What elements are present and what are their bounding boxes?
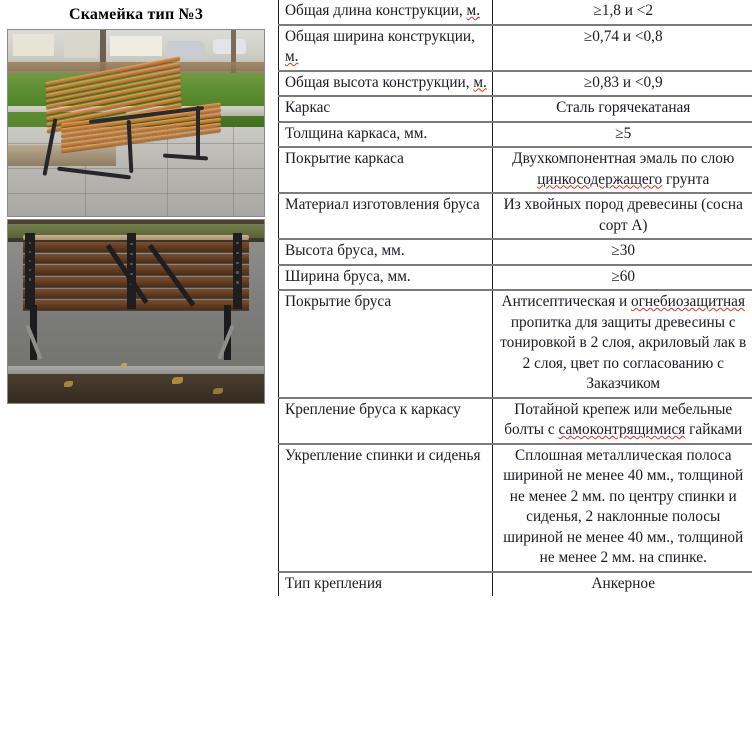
table-cell-param [279, 572, 493, 597]
photo1-bench-foot-left [57, 166, 131, 179]
spellcheck-underlined-word: цинкосодержащего [537, 170, 663, 188]
photo2-fallen-leaf [121, 363, 127, 367]
param-text: Покрытие бруса [285, 293, 392, 310]
table-cell-value [493, 290, 752, 398]
table-row [279, 290, 752, 398]
table-cell-param [279, 147, 493, 193]
param-text: Крепление бруса к каркасу [285, 400, 461, 418]
table-cell-value [493, 398, 752, 444]
photo-caption: Скамейка тип №3 [68, 6, 204, 23]
spellcheck-underlined-word: огнебиозащитная [630, 293, 745, 310]
value-text: Сталь горячекатаная [556, 99, 691, 116]
bench-rear-view-photo [7, 219, 265, 404]
table-cell-value [493, 122, 752, 148]
table-cell-param [279, 398, 493, 444]
value-text: Двухкомпонентная эмаль по слою цинкосодержащего грунта [512, 150, 735, 188]
table-row [279, 96, 752, 122]
value-text: ≥1,8 и <2 [593, 2, 654, 19]
param-text: Каркас [285, 99, 331, 116]
table-cell-value [493, 96, 752, 122]
param-text: Ширина бруса, мм. [285, 267, 411, 285]
table-cell-value [493, 239, 752, 265]
photo1-building-left [13, 34, 54, 56]
table-row [279, 122, 752, 148]
bench-front-three-quarter-photo [7, 29, 265, 217]
table-cell-param [279, 122, 493, 148]
table-cell-value [493, 147, 752, 193]
value-text: ≥0,83 и <0,9 [583, 73, 663, 91]
table-cell-value [493, 0, 752, 25]
param-text: Толщина каркаса, мм. [285, 124, 428, 142]
photo1-bench-foot-right [163, 153, 208, 160]
table-cell-value [493, 193, 752, 239]
spellcheck-underlined-word: м. [473, 73, 487, 91]
param-text: Покрытие каркаса [285, 150, 404, 167]
photo2-bench-post-right [233, 233, 243, 309]
value-text: Антисептическая и огнебиозащитная пропитка для защиты древесины с тонировкой в 2 слоя, акриловый лак в 2 слоя, цвет по согласованию с Заказчиком [500, 293, 747, 392]
photo-column [0, 0, 278, 754]
table-row [279, 265, 752, 291]
table-cell-param [279, 239, 493, 265]
photo1-parked-car [167, 41, 205, 58]
spellcheck-underlined-word: самоконтрящимися [558, 421, 686, 438]
value-text: ≥30 [611, 242, 636, 259]
table-cell-param [279, 193, 493, 239]
param-text: Высота бруса, мм. [285, 242, 405, 259]
table-cell-value [493, 572, 752, 597]
table-row [279, 25, 752, 71]
param-text: Тип крепления [285, 574, 383, 592]
spellcheck-underlined-word: м. [285, 48, 299, 65]
table-cell-param [279, 265, 493, 291]
table-row [279, 572, 752, 597]
table-cell-value [493, 71, 752, 97]
spellcheck-underlined-word: м. [466, 2, 481, 19]
table-row [279, 239, 752, 265]
table-cell-value [493, 25, 752, 71]
table-cell-value [493, 444, 752, 572]
table-cell-param [279, 96, 493, 122]
table-cell-param [279, 290, 493, 398]
table-row [279, 444, 752, 572]
value-text: Анкерное [591, 574, 656, 592]
specification-table [278, 0, 752, 596]
table-row [279, 0, 752, 25]
table-row [279, 193, 752, 239]
value-text: Потайной крепеж или мебельные болты с самоконтрящимися гайками [504, 400, 743, 438]
value-text: ≥0,74 и <0,8 [583, 27, 663, 45]
photo2-flowerbed-soil [8, 374, 264, 403]
table-cell-param [279, 444, 493, 572]
table-row [279, 71, 752, 97]
table-cell-param [279, 25, 493, 71]
photo1-bench-leg-right [196, 106, 200, 157]
photo2-bench [21, 235, 251, 341]
param-text: Общая ширина конструкции, м. [285, 27, 475, 65]
photo1-parked-car-2 [213, 39, 246, 54]
param-text: Материал изготовления бруса [285, 196, 480, 213]
value-text: ≥5 [615, 124, 632, 142]
table-row [279, 147, 752, 193]
param-text: Укрепление спинки и сиденья [285, 446, 481, 464]
table-cell-param [279, 71, 493, 97]
photo1-building-right [110, 36, 161, 56]
photo2-bench-post-left [25, 233, 35, 309]
value-text: Из хвойных пород древесины (сосна сорт А) [503, 196, 743, 234]
table-cell-param [279, 0, 493, 25]
photo1-bench [36, 67, 241, 182]
value-text: ≥60 [611, 267, 636, 285]
param-text: Общая высота конструкции, м. [285, 73, 487, 91]
param-text: Общая длина конструкции, м. [285, 2, 481, 19]
table-cell-value [493, 265, 752, 291]
photo1-building-mid [64, 32, 97, 58]
value-text: Сплошная металлическая полоса шириной не менее 40 мм., толщиной не менее 2 мм. по центру спинки и сиденья, 2 наклонные полосы шириной не менее 40 мм., толщиной не менее 2 мм. на спинке. [503, 446, 744, 566]
table-row [279, 398, 752, 444]
